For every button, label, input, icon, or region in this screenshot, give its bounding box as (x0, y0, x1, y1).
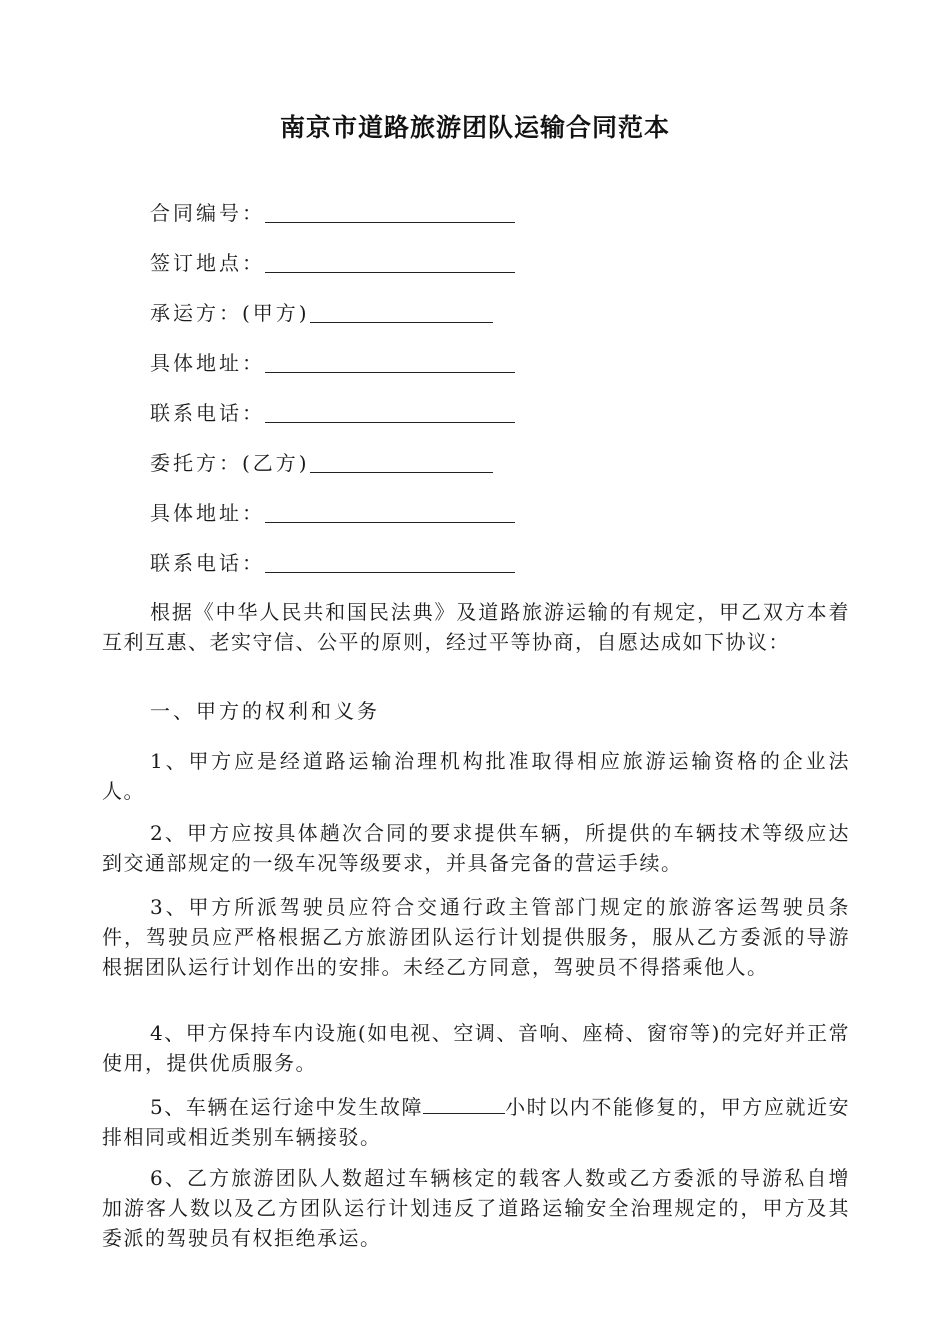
clause-5-text-after: 小时以内不能修复的，甲方应就近安排相同或相近类别车辆接驳。 (102, 1095, 851, 1149)
carrier-party-field (150, 298, 493, 328)
carrier-phone-field (150, 398, 515, 428)
client-phone-blank[interactable] (265, 548, 515, 573)
field-label: 联系电话： (150, 551, 265, 575)
contract-number-blank[interactable] (265, 198, 515, 223)
carrier-address-field (150, 348, 515, 378)
clause-4: 4、甲方保持车内设施(如电视、空调、音响、座椅、窗帘等)的完好并正常使用，提供优质服务。 (102, 1021, 850, 1075)
field-label: 签订地点： (150, 251, 265, 275)
clause-5-text-before: 5、车辆在运行途中发生故障 (150, 1095, 424, 1119)
client-phone-field (150, 548, 515, 578)
carrier-phone-blank[interactable] (265, 398, 515, 423)
field-label: 合同编号： (150, 201, 265, 225)
signing-place-field (150, 248, 515, 278)
field-label: 委托方：(乙方) (150, 451, 310, 475)
clause-6: 6、乙方旅游团队人数超过车辆核定的载客人数或乙方委派的导游私自增加游客人数以及乙方团队运行计划违反了道路运输安全治理规定的，甲方及其委派的驾驶员有权拒绝承运。 (102, 1166, 850, 1250)
client-party-blank[interactable] (310, 448, 493, 473)
section-heading: 一、甲方的权利和义务 (150, 699, 380, 723)
signing-place-blank[interactable] (265, 248, 515, 273)
hours-blank[interactable] (423, 1093, 505, 1114)
client-address-field (150, 498, 515, 528)
intro-paragraph: 根据《中华人民共和国民法典》及道路旅游运输的有规定，甲乙双方本着互利互惠、老实守信、公平的原则，经过平等协商，自愿达成如下协议： (102, 600, 850, 654)
clause-1: 1、甲方应是经道路运输治理机构批准取得相应旅游运输资格的企业法人。 (102, 749, 850, 803)
clause-3: 3、甲方所派驾驶员应符合交通行政主管部门规定的旅游客运驾驶员条件，驾驶员应严格根据乙方旅游团队运行计划提供服务，服从乙方委派的导游根据团队运行计划作出的安排。未经乙方同意，驾驶员不得搭乘他人。 (102, 895, 850, 979)
carrier-party-blank[interactable] (310, 298, 493, 323)
field-label: 具体地址： (150, 501, 265, 525)
client-party-field (150, 448, 493, 478)
clause-2: 2、甲方应按具体趟次合同的要求提供车辆，所提供的车辆技术等级应达到交通部规定的一级车况等级要求，并具备完备的营运手续。 (102, 821, 850, 875)
client-address-blank[interactable] (265, 498, 515, 523)
clause-5 (102, 1092, 850, 1152)
document-title: 南京市道路旅游团队运输合同范本 (279, 113, 670, 142)
field-label: 具体地址： (150, 351, 265, 375)
carrier-address-blank[interactable] (265, 348, 515, 373)
field-label: 联系电话： (150, 401, 265, 425)
field-label: 承运方：(甲方) (150, 301, 310, 325)
contract-number-field (150, 198, 515, 228)
